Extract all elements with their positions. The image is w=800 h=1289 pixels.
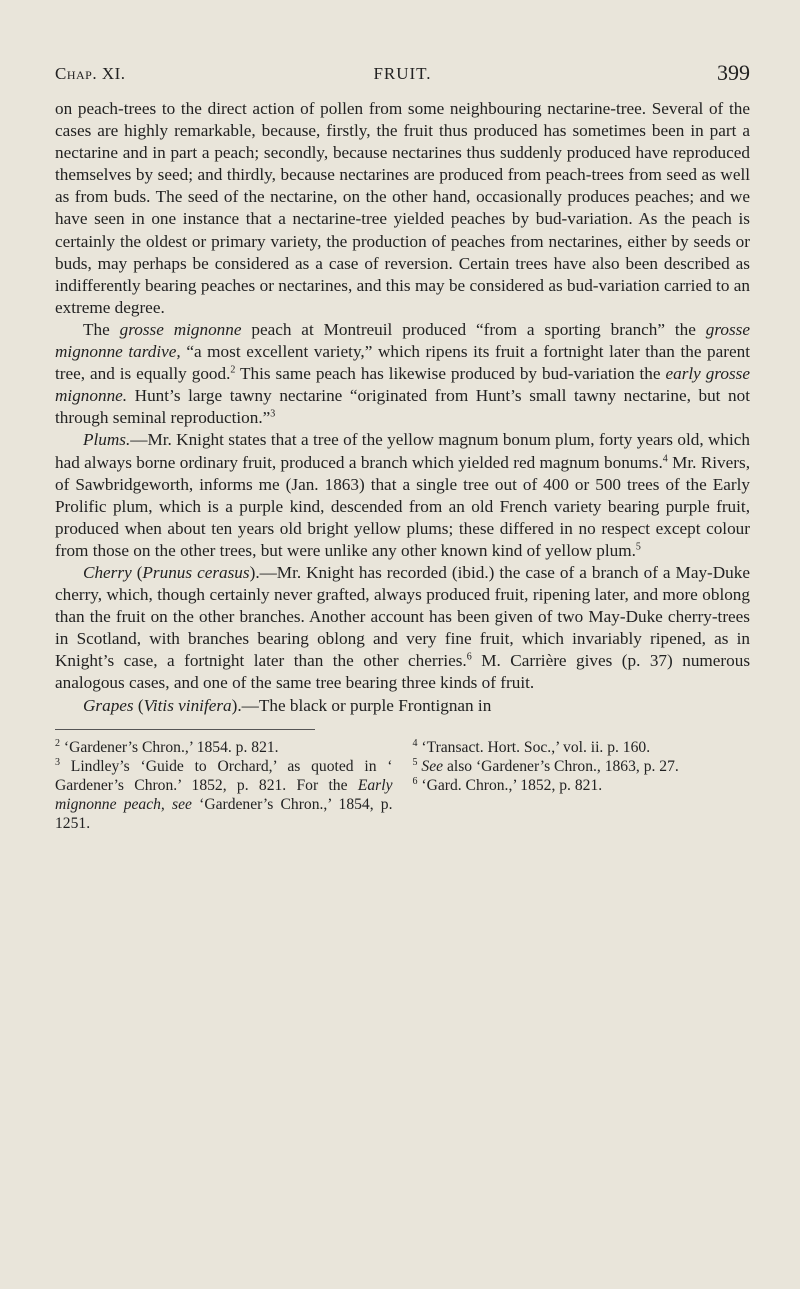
- footnote-ref: 2: [230, 364, 236, 376]
- footnote-ref: 6: [466, 651, 472, 663]
- footnote-divider: [55, 729, 315, 730]
- footnote-3: $^3$ Lindley’s ‘Guide to Orchard,’ as quoted in ‘ Gardener’s Chron.’ 1852, p. 821. For the Early mignonne peach, see ‘Gardener’s Chron.,’ 1854, p. 1251.: [55, 756, 393, 832]
- footnote-ref: 4: [662, 452, 668, 464]
- running-header: [55, 58, 750, 92]
- paragraph-grapes: Grapes (Vitis vinifera).—The black or purple Frontignan in: [83, 695, 492, 715]
- footnotes-right-column: [413, 738, 751, 833]
- paragraph-peach-nectarine: on peach-trees to the direct action of pollen from some neighbouring nectarine-tree. Several of the cases are highly remarkable, because, firstly, the fruit thus produced has sometimes been in part a nectarine and in part a peach; secondly, because nectarines thus suddenly produced have reproduced themselves by seed; and thirdly, because nectarines are produced from peach-trees from seed as well as from buds. The seed of the nectarine, on the other hand, occasionally produces peaches; and we have seen in one instance that a nectarine-tree yielded peaches by bud-variation. As the peach is certainly the oldest or primary variety, the production of peaches from nectarines, either by seeds or buds, may perhaps be considered as a case of reversion. Certain trees have also been described as indifferently bearing peaches or nectarines, and this may be considered as bud-variation carried to an extreme degree.: [55, 99, 750, 317]
- paragraph-grosse-mignonne: The grosse mignonne peach at Montreuil produced “from a sporting branch” the grosse mignonne tardive, “a most excellent variety,” which ripens its fruit a fortnight later than the parent tree, and is equally good.$^2$ This same peach has likewise produced by bud-variation the early grosse mignonne. Hunt’s large tawny nectarine “originated from Hunt’s small tawny nectarine, but not through seminal reproduction.”$^3$: [55, 319, 750, 428]
- paragraph-plums: Plums.—Mr. Knight states that a tree of the yellow magnum bonum plum, forty years old, which had always borne ordinary fruit, produced a branch which yielded red magnum bonums.$^4$ Mr. Rivers, of Sawbridgeworth, informs me (Jan. 1863) that a single tree out of 400 or 500 trees of the Early Prolific plum, which is a purple kind, descended from an old French variety bearing purple fruit, produced when about ten years old bright yellow plums; these differed in no respect except colour from those on the other trees, but were unlike any other known kind of yellow plum.$^5$: [55, 430, 750, 560]
- paragraph-cherry: Cherry (Prunus cerasus).—Mr. Knight has recorded (ibid.) the case of a branch of a May-Duke cherry, which, though certainly never grafted, always produced fruit, ripening later, and more oblong than the fruit on the other branches. Another account has been given of two May-Duke cherry-trees in Scotland, with branches bearing oblong and very fine fruit, which invariably ripened, as in Knight’s case, a fortnight later than the other cherries.$^6$ M. Carrière gives (p. 37) numerous analogous cases, and one of the same tree bearing three kinds of fruit.: [55, 562, 751, 693]
- page-number: 399: [717, 60, 750, 85]
- footnote-ref: 5: [635, 541, 641, 553]
- page-title: FRUIT.: [373, 64, 432, 83]
- section-heading-plums: Plums.: [83, 430, 131, 450]
- footnote-5: $^5$ See also ‘Gardener’s Chron., 1863, p. 27.: [412, 756, 679, 775]
- section-heading-grapes: Grapes: [83, 695, 134, 715]
- footnote-6: $^6$ ‘Gard. Chron.,’ 1852, p. 821.: [412, 775, 603, 794]
- footnotes-left-column: [55, 738, 393, 833]
- footnote-ref: 3: [270, 408, 276, 420]
- body-text: [55, 98, 750, 717]
- chapter-label: Chap. XI.: [55, 64, 126, 83]
- footnotes: [55, 738, 750, 833]
- footnote-2: $^2$ ‘Gardener’s Chron.,’ 1854. p. 821.: [55, 737, 279, 756]
- section-heading-cherry: Cherry: [83, 562, 132, 582]
- footnote-4: $^4$ ‘Transact. Hort. Soc.,’ vol. ii. p. 160.: [412, 737, 651, 756]
